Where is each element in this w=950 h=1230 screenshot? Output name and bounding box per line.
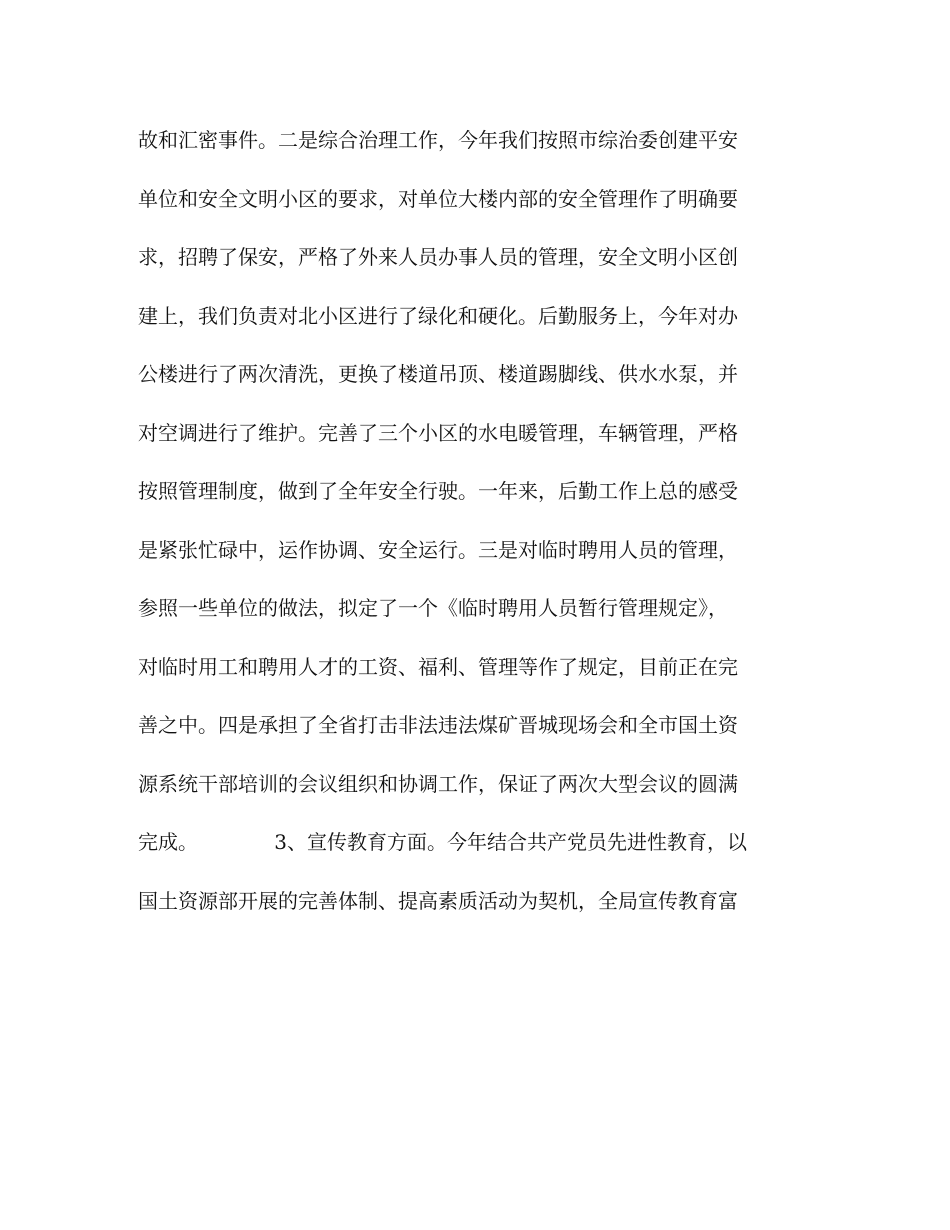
text-line: 善之中。四是承担了全省打击非法违法煤矿晋城现场会和全市国土资 — [138, 713, 738, 737]
text-line: 参照一些单位的做法，拟定了一个《临时聘用人员暂行管理规定》， — [138, 596, 728, 620]
text-line: 按照管理制度，做到了全年安全行驶。一年来，后勤工作上总的感受 — [138, 479, 738, 503]
text-line: 是紧张忙碌中，运作协调、安全运行。三是对临时聘用人员的管理， — [138, 537, 738, 562]
text-line: 对临时用工和聘用人才的工资、福利、管理等作了规定，目前正在完 — [138, 654, 738, 679]
text-line: 完成。 3、宣传教育方面。今年结合共产党员先进性教育，以 — [138, 830, 748, 854]
text-line: 对空调进行了维护。完善了三个小区的水电暖管理，车辆管理，严格 — [138, 420, 738, 445]
text-line: 公楼进行了两次清洗，更换了楼道吊顶、楼道踢脚线、供水水泵，并 — [138, 362, 738, 386]
text-line: 建上，我们负责对北小区进行了绿化和硬化。后勤服务上，今年对办 — [138, 303, 738, 328]
text-line: 求，招聘了保安，严格了外来人员办事人员的管理，安全文明小区创 — [138, 245, 738, 269]
text-line: 单位和安全文明小区的要求，对单位大楼内部的安全管理作了明确要 — [138, 186, 738, 211]
body-text — [138, 126, 798, 945]
text-line: 源系统干部培训的会议组织和协调工作，保证了两次大型会议的圆满 — [138, 771, 738, 796]
text-line: 国土资源部开展的完善体制、提高素质活动为契机，全局宣传教育富 — [138, 888, 738, 913]
text-line: 故和汇密事件。二是综合治理工作，今年我们按照市综治委创建平安 — [138, 128, 738, 152]
